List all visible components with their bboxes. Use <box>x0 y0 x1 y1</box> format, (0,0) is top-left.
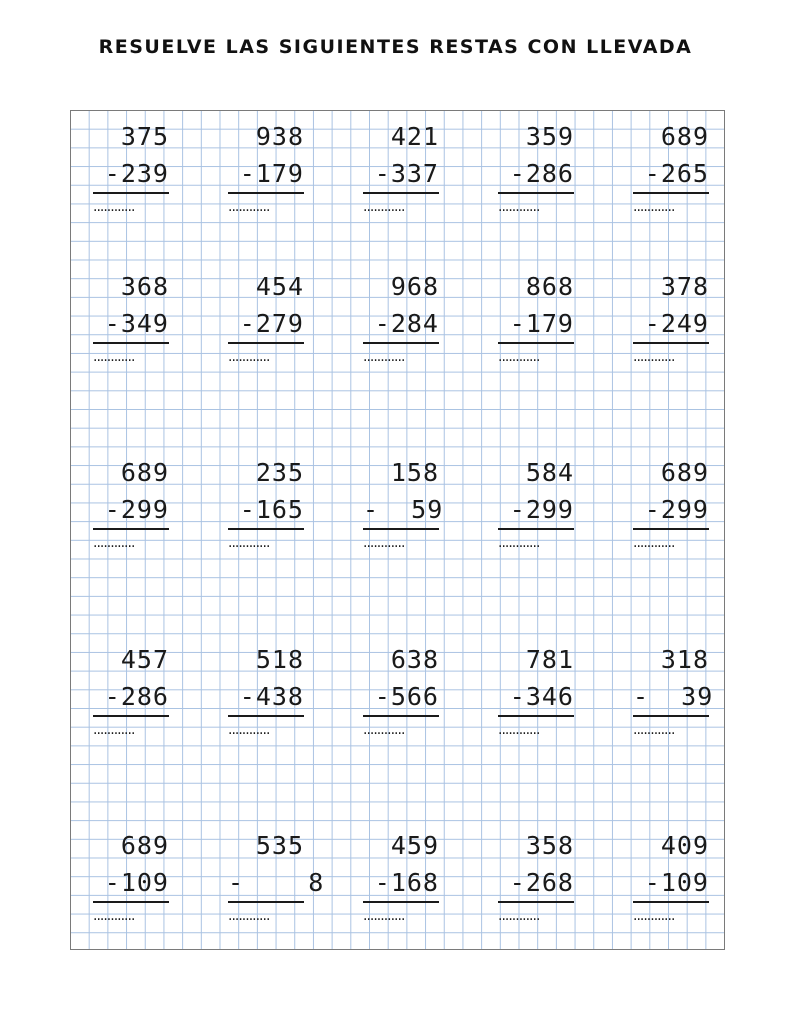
answer-blank[interactable]: ............ <box>93 908 135 924</box>
subtraction-problem <box>498 454 574 552</box>
subtrahend: -337 <box>363 155 439 194</box>
subtraction-problem <box>633 454 709 552</box>
minuend: 359 <box>525 122 574 151</box>
minuend: 638 <box>390 645 439 674</box>
subtraction-problem <box>363 827 439 925</box>
subtraction-problem <box>633 268 709 366</box>
answer-blank[interactable]: ............ <box>363 908 405 924</box>
subtrahend: -179 <box>498 305 574 344</box>
answer-blank[interactable]: ............ <box>498 722 540 738</box>
subtrahend: -299 <box>498 491 574 530</box>
minuend: 375 <box>120 122 169 151</box>
subtraction-problem <box>633 641 714 739</box>
subtraction-problem <box>228 827 325 925</box>
minuend: 868 <box>525 272 574 301</box>
subtrahend: -279 <box>228 305 304 344</box>
subtraction-problem <box>363 454 444 552</box>
subtrahend: -438 <box>228 678 304 717</box>
subtraction-problem <box>228 268 304 366</box>
subtraction-problem <box>633 118 709 216</box>
subtrahend: -168 <box>363 864 439 903</box>
subtrahend: -566 <box>363 678 439 717</box>
minuend: 454 <box>255 272 304 301</box>
answer-blank[interactable]: ............ <box>228 349 270 365</box>
subtraction-problem <box>93 827 169 925</box>
answer-blank[interactable]: ............ <box>93 535 135 551</box>
subtrahend: -265 <box>633 155 709 194</box>
minuend: 421 <box>390 122 439 151</box>
subtrahend: -249 <box>633 305 709 344</box>
answer-blank[interactable]: ............ <box>498 199 540 215</box>
answer-blank[interactable]: ............ <box>498 908 540 924</box>
minuend: 158 <box>390 458 439 487</box>
answer-blank[interactable]: ............ <box>633 349 675 365</box>
answer-blank[interactable]: ............ <box>633 908 675 924</box>
minuend: 459 <box>390 831 439 860</box>
subtrahend: -299 <box>93 491 169 530</box>
minuend: 535 <box>255 831 304 860</box>
answer-blank[interactable]: ............ <box>633 722 675 738</box>
subtraction-problem <box>633 827 709 925</box>
answer-blank[interactable]: ............ <box>633 199 675 215</box>
subtraction-problem <box>498 118 574 216</box>
subtrahend: -109 <box>93 864 169 903</box>
subtraction-problem <box>93 454 169 552</box>
subtrahend: -349 <box>93 305 169 344</box>
answer-blank[interactable]: ............ <box>93 349 135 365</box>
minuend: 518 <box>255 645 304 674</box>
minuend: 781 <box>525 645 574 674</box>
subtraction-problem <box>363 118 439 216</box>
answer-blank[interactable]: ............ <box>228 535 270 551</box>
answer-blank[interactable]: ............ <box>228 722 270 738</box>
subtraction-problem <box>498 641 574 739</box>
minuend: 457 <box>120 645 169 674</box>
subtraction-problem <box>363 641 439 739</box>
subtrahend: -268 <box>498 864 574 903</box>
answer-blank[interactable]: ............ <box>498 535 540 551</box>
subtraction-problem <box>93 641 169 739</box>
subtrahend: - 39 <box>633 678 709 717</box>
minuend: 689 <box>120 831 169 860</box>
minuend: 689 <box>120 458 169 487</box>
subtraction-problem <box>93 268 169 366</box>
subtrahend: -239 <box>93 155 169 194</box>
subtrahend: -286 <box>498 155 574 194</box>
subtrahend: - 59 <box>363 491 439 530</box>
subtraction-problem <box>363 268 439 366</box>
minuend: 968 <box>390 272 439 301</box>
answer-blank[interactable]: ............ <box>228 908 270 924</box>
answer-blank[interactable]: ............ <box>363 535 405 551</box>
minuend: 318 <box>660 645 709 674</box>
subtrahend: -165 <box>228 491 304 530</box>
answer-blank[interactable]: ............ <box>228 199 270 215</box>
subtraction-problem <box>498 268 574 366</box>
subtrahend: -284 <box>363 305 439 344</box>
minuend: 368 <box>120 272 169 301</box>
minuend: 378 <box>660 272 709 301</box>
subtraction-problem <box>228 118 304 216</box>
answer-blank[interactable]: ............ <box>633 535 675 551</box>
subtrahend: -346 <box>498 678 574 717</box>
answer-blank[interactable]: ............ <box>498 349 540 365</box>
worksheet-title: RESUELVE LAS SIGUIENTES RESTAS CON LLEVADA <box>98 36 693 58</box>
subtraction-problem <box>228 454 304 552</box>
answer-blank[interactable]: ............ <box>363 349 405 365</box>
minuend: 409 <box>660 831 709 860</box>
answer-blank[interactable]: ............ <box>93 199 135 215</box>
subtraction-problem <box>93 118 169 216</box>
subtrahend: - 8 <box>228 864 304 903</box>
subtrahend: -109 <box>633 864 709 903</box>
subtraction-problem <box>228 641 304 739</box>
answer-blank[interactable]: ............ <box>363 199 405 215</box>
minuend: 358 <box>525 831 574 860</box>
subtrahend: -179 <box>228 155 304 194</box>
subtrahend: -286 <box>93 678 169 717</box>
subtrahend: -299 <box>633 491 709 530</box>
subtraction-problem <box>498 827 574 925</box>
answer-blank[interactable]: ............ <box>93 722 135 738</box>
minuend: 584 <box>525 458 574 487</box>
minuend: 235 <box>255 458 304 487</box>
minuend: 689 <box>660 122 709 151</box>
minuend: 938 <box>255 122 304 151</box>
answer-blank[interactable]: ............ <box>363 722 405 738</box>
minuend: 689 <box>660 458 709 487</box>
